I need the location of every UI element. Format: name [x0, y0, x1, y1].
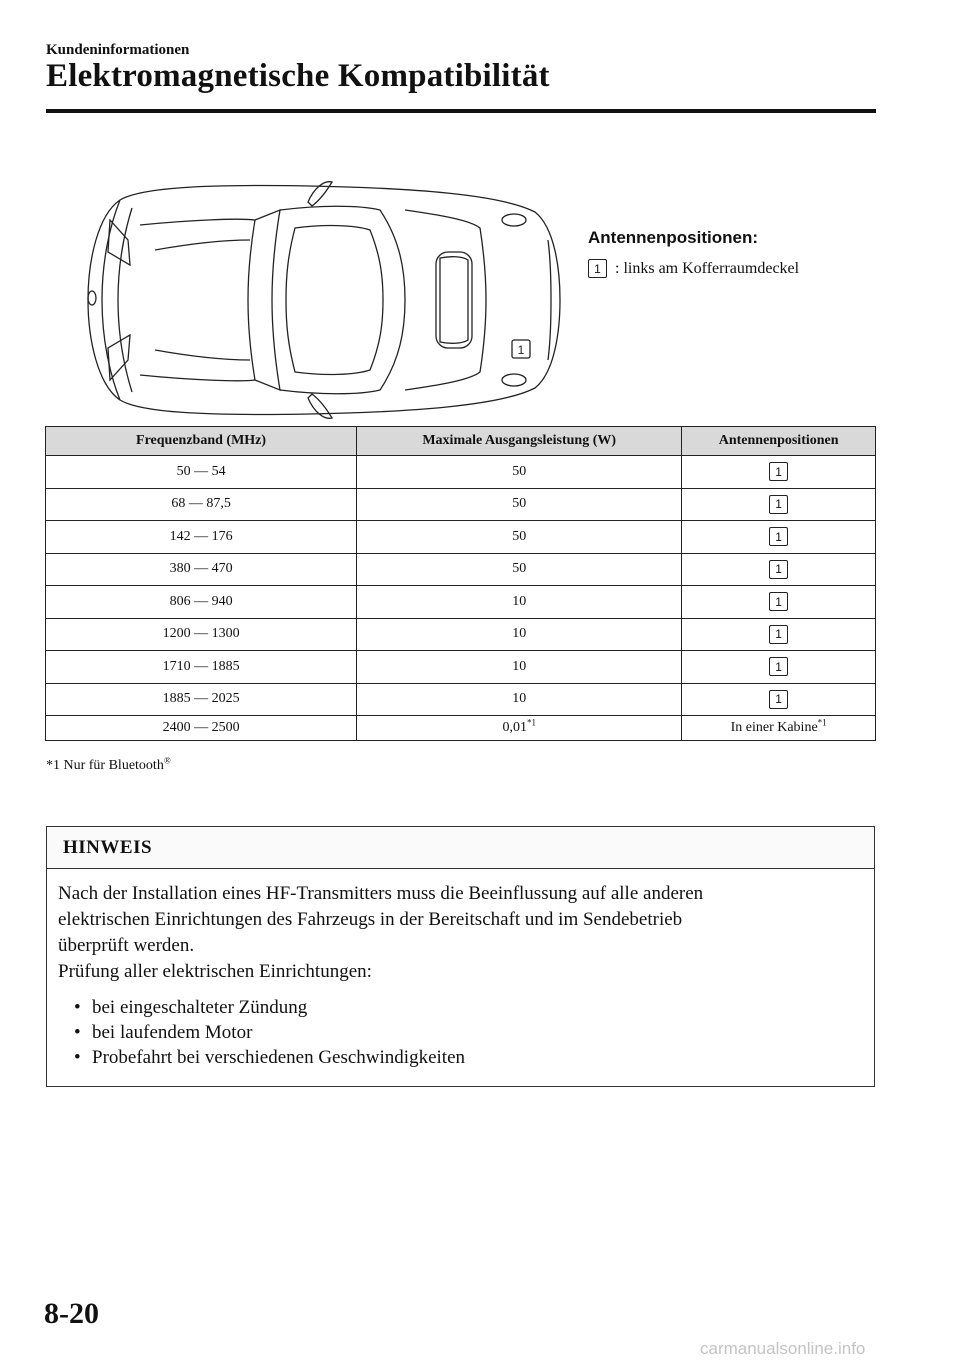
position-badge: 1: [769, 657, 788, 676]
table-row: [46, 586, 876, 619]
registered-mark: ®: [163, 755, 171, 766]
page-number: 8-20: [44, 1297, 99, 1330]
cell-position: [682, 683, 876, 716]
table-row: [46, 651, 876, 684]
position-badge: 1: [769, 462, 788, 481]
mirror-top: [308, 182, 332, 206]
note-body: [47, 869, 874, 1070]
legend-number-badge: 1: [588, 259, 607, 278]
watermark: carmanualsonline.info: [700, 1339, 866, 1358]
cell-position: [682, 553, 876, 586]
position-badge: 1: [769, 527, 788, 546]
mirror-bottom: [308, 394, 332, 418]
cell-power: 10: [357, 683, 682, 716]
frequency-table: [45, 426, 876, 741]
car-top-view-illustration: [80, 180, 580, 420]
cell-band: 806 — 940: [46, 586, 357, 619]
list-item: [74, 1020, 863, 1045]
cockpit-outline: [248, 210, 280, 390]
position-badge: 1: [769, 592, 788, 611]
bullet-text: bei eingeschalteter Zündung: [92, 997, 308, 1018]
header-frequency-band: Frequenzband (MHz): [46, 427, 357, 456]
power-footnote-ref: *1: [526, 717, 536, 728]
cell-power: [357, 716, 682, 741]
table-header-row: [46, 427, 876, 456]
position-badge: 1: [769, 495, 788, 514]
note-line: überprüft werden.: [58, 935, 195, 956]
cell-position: [682, 716, 876, 741]
table-row: [46, 683, 876, 716]
note-bullet-list: [58, 995, 863, 1070]
cell-position: [682, 456, 876, 489]
cell-band: 142 — 176: [46, 521, 357, 554]
note-line: Nach der Installation eines HF-Transmitters muss die Beeinflussung auf alle anderen: [58, 883, 704, 904]
section-label: Kundeninformationen: [46, 42, 190, 58]
table-footnote: [46, 755, 171, 774]
table-row: [46, 521, 876, 554]
cell-band: 2400 — 2500: [46, 716, 357, 741]
footnote-text: *1 Nur für Bluetooth: [46, 758, 164, 773]
note-line: elektrischen Einrichtungen des Fahrzeugs in der Bereitschaft und im Sendebetrieb: [58, 909, 683, 930]
table-row: [46, 553, 876, 586]
power-value: 0,01: [502, 720, 527, 735]
list-item: [74, 995, 863, 1020]
legend-item-text: : links am Kofferraumdeckel: [615, 259, 800, 277]
bullet-text: Probefahrt bei verschiedenen Geschwindigkeiten: [92, 1047, 466, 1068]
cell-band: 1200 — 1300: [46, 618, 357, 651]
cell-power: 50: [357, 488, 682, 521]
note-line: Prüfung aller elektrischen Einrichtungen:: [58, 961, 372, 982]
car-body-outline: [88, 186, 560, 415]
cell-band: 380 — 470: [46, 553, 357, 586]
cell-position: [682, 586, 876, 619]
bullet-glyph: •: [74, 997, 81, 1018]
cell-power: 50: [357, 553, 682, 586]
bullet-glyph: •: [74, 1047, 81, 1068]
callout-number: 1: [517, 343, 525, 357]
cell-band: 50 — 54: [46, 456, 357, 489]
table-row: [46, 488, 876, 521]
bullet-glyph: •: [74, 1022, 81, 1043]
cell-power: 50: [357, 521, 682, 554]
note-box: [46, 826, 875, 1087]
cell-position: [682, 488, 876, 521]
position-badge: 1: [769, 560, 788, 579]
position-badge: 1: [769, 690, 788, 709]
cell-position: [682, 521, 876, 554]
cell-position: [682, 618, 876, 651]
cell-power: 50: [357, 456, 682, 489]
cell-power: 10: [357, 618, 682, 651]
position-badge: 1: [769, 625, 788, 644]
header-max-output: Maximale Ausgangsleistung (W): [357, 427, 682, 456]
table-row: [46, 618, 876, 651]
table-row: [46, 716, 876, 741]
cell-band: 1885 — 2025: [46, 683, 357, 716]
page-title: Elektromagnetische Kompatibilität: [46, 58, 550, 94]
table-row: [46, 456, 876, 489]
cell-position: [682, 651, 876, 684]
cell-band: 1710 — 1885: [46, 651, 357, 684]
legend-heading: Antennenpositionen:: [588, 228, 758, 247]
legend-item: [588, 259, 799, 278]
note-heading: HINWEIS: [47, 827, 874, 869]
position-footnote-ref: *1: [817, 717, 827, 728]
header-antenna-position: Antennenpositionen: [682, 427, 876, 456]
position-text: In einer Kabine: [730, 720, 818, 735]
bullet-text: bei laufendem Motor: [92, 1022, 253, 1043]
cell-band: 68 — 87,5: [46, 488, 357, 521]
list-item: [74, 1045, 863, 1070]
cell-power: 10: [357, 586, 682, 619]
cell-power: 10: [357, 651, 682, 684]
title-rule: [46, 109, 876, 113]
